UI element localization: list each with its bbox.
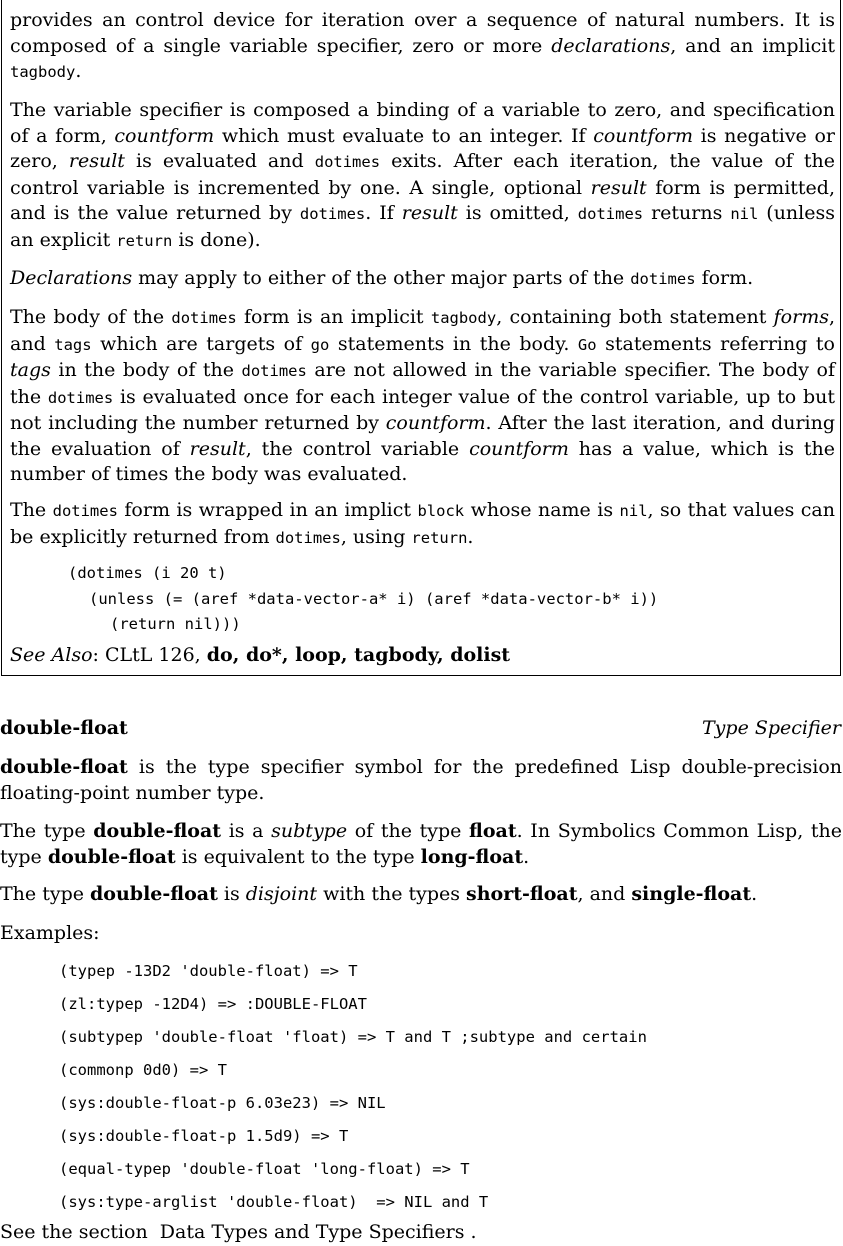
entry-name-heading: double-float — [0, 717, 128, 739]
example-line: (typep -13D2 'double-float) => T — [59, 962, 358, 980]
example-line: (zl:typep -12D4) => :DOUBLE-FLOAT — [59, 995, 367, 1013]
dotimes-entry-box — [1, 0, 841, 676]
body-paragraph: The body of the dotimes form is an implicit tagbody, containing both statement forms, and tags which are targets of go statements in the body. Go statements referring to tags in the body of the dotimes are not allowed in the variable specifier. The body of the dotimes is evaluated once for each integer value of the control variable, up to but not including the number returned by countform. After the last iteration, and during the evaluation of result, the control variable countform has a value, which is the number of times the body was evaluated. — [10, 306, 836, 485]
example-line: (commonp 0d0) => T — [59, 1061, 227, 1079]
see-also-line: See Also: CLtL 126, do, do*, loop, tagbody, dolist — [10, 644, 511, 666]
disjoint-paragraph: The type double-float is disjoint with the types short-float, and single-float. — [0, 883, 758, 905]
variable-specifier-paragraph: The variable specifier is composed a binding of a variable to zero, and specification of a form, countform which must evaluate to an integer. If countform is negative or zero, result is evaluated and dotimes exits. After each iteration, the value of the control variable is incremented by one. A single, optional result form is permitted, and is the value returned by dotimes. If result is omitted, dotimes returns nil (unless an explicit return is done). — [10, 99, 835, 251]
entry-kind-label: Type Specifier — [702, 717, 841, 739]
examples-label: Examples: — [0, 922, 100, 944]
code-line-2: (unless (= (aref *data-vector-a* i) (aref *data-vector-b* i)) — [89, 590, 659, 608]
example-line: (subtypep 'double-float 'float) => T and T ;subtype and certain — [59, 1028, 647, 1046]
example-line: (sys:double-float-p 1.5d9) => T — [59, 1127, 349, 1145]
entry-definition-paragraph: double-float is the type specifier symbol for the predefined Lisp double-precision floating-point number type. — [0, 756, 842, 804]
code-line-3: (return nil))) — [110, 615, 241, 633]
declarations-paragraph: Declarations may apply to either of the other major parts of the dotimes form. — [10, 267, 754, 289]
code-line-1: (dotimes (i 20 t) — [68, 564, 227, 582]
example-line: (equal-typep 'double-float 'long-float) => T — [59, 1160, 470, 1178]
example-line: (sys:type-arglist 'double-float) => NIL and T — [59, 1193, 489, 1211]
see-section-link[interactable]: See the section Data Types and Type Specifiers . — [0, 1221, 477, 1243]
subtype-paragraph: The type double-float is a subtype of the type float. In Symbolics Common Lisp, the type double-float is equivalent to the type long-float. — [0, 820, 842, 868]
dotimes-description-paragraph: provides an control device for iteration over a sequence of natural numbers. It is composed of a single variable specifier, zero or more declarations, and an implicit tagbody. — [10, 9, 835, 82]
block-paragraph: The dotimes form is wrapped in an implict block whose name is nil, so that values can be explicitly returned from dotimes, using return. — [10, 499, 835, 548]
example-line: (sys:double-float-p 6.03e23) => NIL — [59, 1094, 386, 1112]
